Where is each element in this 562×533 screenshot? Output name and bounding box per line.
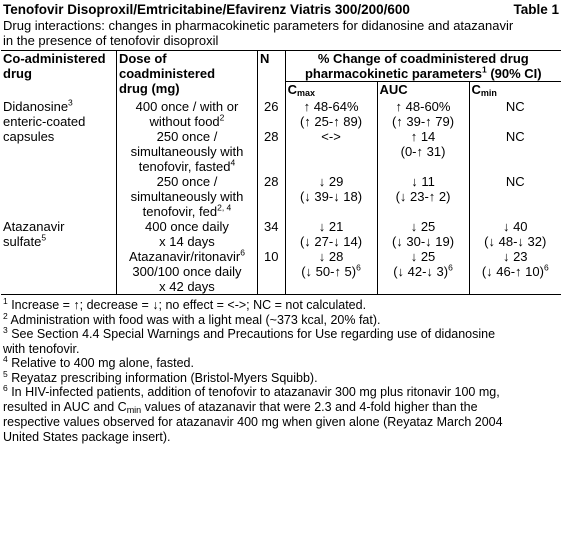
table-header-row <box>1 51 561 82</box>
dose-cell: Atazanavir/ritonavir$^6$ 300/100 once daily x 42 days <box>116 249 257 295</box>
n-cell: 34 <box>257 219 285 249</box>
cmin-cell: ↓ 23 (↓ 46-↑ 10)$^6$ <box>481 249 549 279</box>
cmin-cell: NC <box>505 174 525 189</box>
footnote-6-continued-1: resulted in AUC and Cmin values of atazanavir that were 2.3 and 4-fold higher than the <box>3 399 478 415</box>
header-dose: Dose of coadministered drug (mg) <box>116 51 257 100</box>
n-cell: 28 <box>257 129 285 174</box>
table-number: Table 1 <box>513 2 559 17</box>
header-cmin: Cmin <box>471 82 497 98</box>
cmin-cell: NC <box>505 129 525 144</box>
table-row <box>1 219 561 249</box>
dose-cell: 250 once / simultaneously with tenofovir, fasted$^4$ <box>116 129 257 174</box>
dose-cell: 400 once daily x 14 days <box>116 219 257 249</box>
footnote-5: $^5$ Reyataz prescribing information (Bristol-Myers Squibb). <box>3 368 318 385</box>
cmax-cell: ↓ 28 (↓ 50-↑ 5)$^6$ <box>285 249 377 295</box>
footnote-3: $^3$ See Section 4.4 Special Warnings and Precautions for Use regarding use of didanosine <box>3 324 496 341</box>
interaction-table <box>1 50 561 295</box>
cmax-cell: ↑ 48-64% (↑ 25-↑ 89) <box>285 99 377 129</box>
drug-didanosine: Didanosine$^3$ enteric-coated capsules <box>1 99 116 219</box>
footnote-2: $^2$ Administration with food was with a light meal (~373 kcal, 20% fat). <box>3 310 381 327</box>
footnote-3-continued: with tenofovir. <box>3 341 80 356</box>
caption-line-1: Drug interactions: changes in pharmacokinetic parameters for didanosine and atazanavir <box>3 18 514 33</box>
header-n: N <box>257 51 285 100</box>
dose-cell: 250 once / simultaneously with tenofovir, fed$^{2, 4}$ <box>116 174 257 219</box>
footnote-6-continued-3: United States package insert). <box>3 429 171 444</box>
auc-cell: ↓ 11 (↓ 23-↑ 2) <box>377 174 469 219</box>
header-cmax: Cmax <box>285 82 377 100</box>
caption-line-2: in the presence of tenofovir disoproxil <box>3 33 219 48</box>
document-title: Tenofovir Disoproxil/Emtricitabine/Efavirenz Viatris 300/200/600 <box>3 2 410 17</box>
table-row <box>1 99 561 129</box>
table-caption <box>1 18 561 50</box>
cmax-cell: ↓ 21 (↓ 27-↓ 14) <box>285 219 377 249</box>
cmin-cell: ↓ 40 (↓ 48-↓ 32) <box>484 219 547 249</box>
cmax-cell: ↓ 29 (↓ 39-↓ 18) <box>285 174 377 219</box>
cmax-cell: <-> <box>285 129 377 174</box>
auc-cell: ↑ 48-60% (↑ 39-↑ 79) <box>377 99 469 129</box>
footnote-1: $^1$ Increase = ↑; decrease = ↓; no effect = <->; NC = not calculated. <box>3 295 367 312</box>
n-cell: 10 <box>257 249 285 295</box>
header-auc: AUC <box>377 82 469 100</box>
footnote-6: $^6$ In HIV-infected patients, addition of tenofovir to atazanavir 300 mg plus ritonavir 100 mg, <box>3 382 500 399</box>
auc-cell: ↓ 25 (↓ 30-↓ 19) <box>377 219 469 249</box>
header-coadministered-drug: Co-administered drug <box>1 51 116 100</box>
drug-atazanavir: Atazanavir sulfate$^5$ <box>1 219 116 295</box>
cmin-cell: NC <box>505 99 525 114</box>
n-cell: 26 <box>257 99 285 129</box>
n-cell: 28 <box>257 174 285 219</box>
dose-cell: 400 once / with or without food$^2$ <box>116 99 257 129</box>
auc-cell: ↑ 14 (0-↑ 31) <box>377 129 469 174</box>
footnote-4: $^4$ Relative to 400 mg alone, fasted. <box>3 353 194 370</box>
auc-cell: ↓ 25 (↓ 42-↓ 3)$^6$ <box>377 249 469 295</box>
footnotes <box>1 295 561 444</box>
footnote-6-continued-2: respective values observed for atazanavir 400 mg when given alone (Reyataz March 2004 <box>3 415 503 429</box>
document-header <box>1 0 561 18</box>
header-percent-change: % Change of coadministered drug pharmacokinetic parameters$^1$ (90% CI) <box>285 51 561 82</box>
